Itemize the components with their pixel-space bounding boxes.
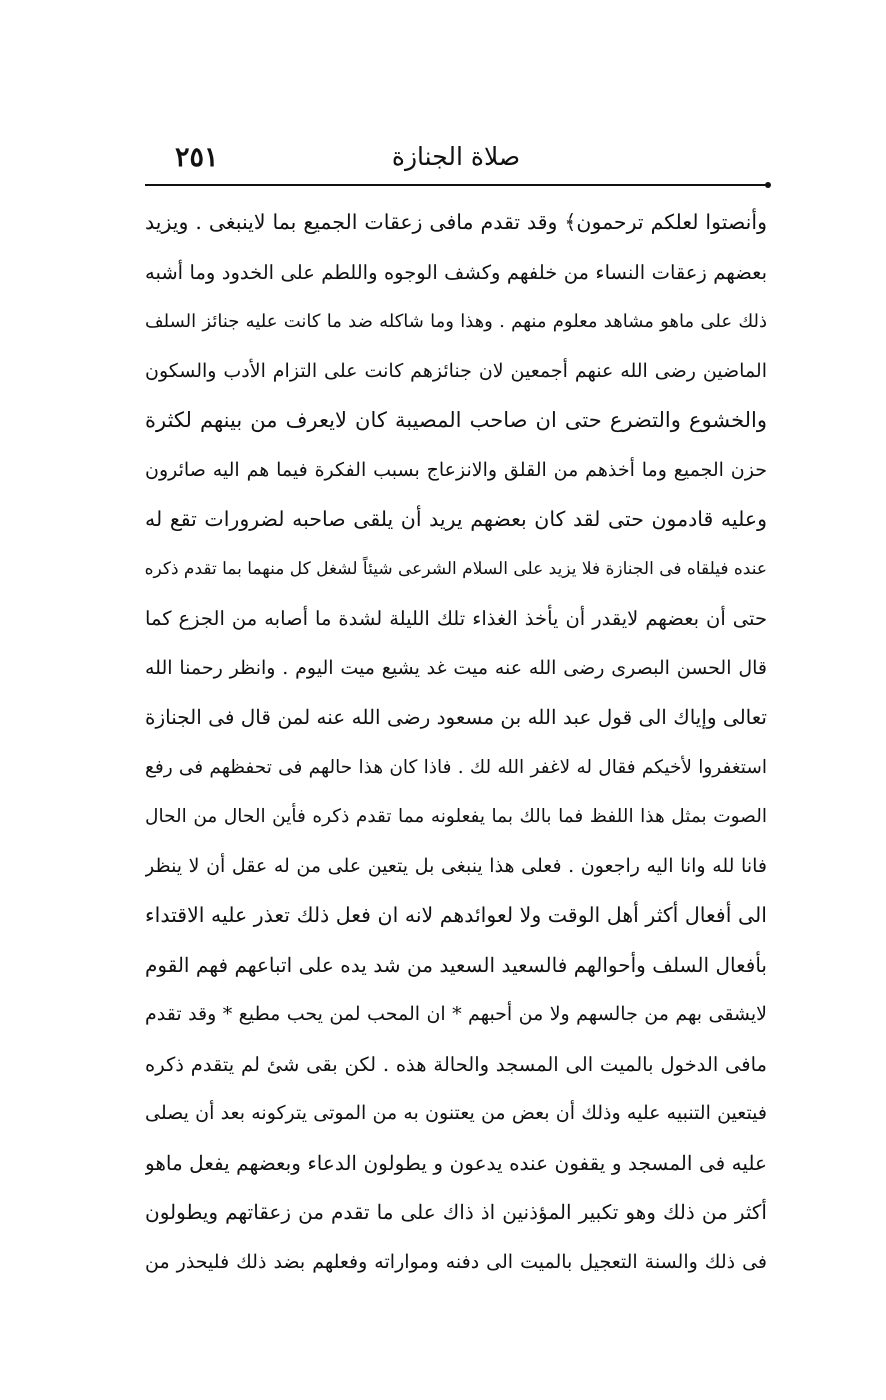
- text-line: بأفعال السلف وأحوالهم فالسعيد السعيد من شد يده على اتباعهم فهم القوم: [145, 952, 767, 977]
- text-line: فانا لله وانا اليه راجعون . فعلى هذا ينبغى بل يتعين على من له عقل أن لا ينظر: [145, 854, 767, 877]
- text-line: لايشقى بهم من جالسهم ولا من أحبهم * ان المحب لمن يحب مطيع * وقد تقدم: [145, 1003, 767, 1025]
- text-line: فى ذلك والسنة التعجيل بالميت الى دفنه ومواراته وفعلهم بضد ذلك فليحذر من: [145, 1250, 767, 1273]
- text-line: الصوت بمثل هذا اللفظ فما بالك بما يفعلونه مما تقدم ذكره فأين الحال من الحال: [145, 806, 767, 827]
- text-line: وعليه قادمون حتى لقد كان بعضهم يريد أن يلقى صاحبه لضرورات تقع له: [145, 507, 767, 531]
- page-header: [145, 138, 767, 178]
- text-line: ذلك على ماهو مشاهد معلوم منهم . وهذا وما شاكله ضد ما كانت عليه جنائز السلف: [145, 311, 767, 332]
- text-line: استغفروا لأخيكم فقال له لاغفر الله لك . فاذا كان هذا حالهم فى تحفظهم فى رفع: [145, 756, 767, 778]
- text-line: تعالى وإياك الى قول عبد الله بن مسعود رضى الله عنه لمن قال فى الجنازة: [145, 705, 767, 729]
- text-line: وأنصتوا لعلكم ترحمون﴾ وقد تقدم مافى زعقات الجميع بما لاينبغى . ويزيد: [145, 210, 767, 234]
- body-text: [145, 198, 767, 1287]
- text-line: الى أفعال أكثر أهل الوقت ولا لعوائدهم لانه ان فعل ذلك تعذر عليه الاقتداء: [145, 903, 767, 927]
- header-divider: [145, 184, 767, 186]
- text-line: والخشوع والتضرع حتى ان صاحب المصيبة كان لايعرف من بينهم لكثرة: [145, 408, 767, 432]
- text-line: فيتعين التنبيه عليه وذلك أن بعض من يعتنون به من الموتى يتركونه بعد أن يصلى: [145, 1102, 767, 1124]
- text-line: أكثر من ذلك وهو تكبير المؤذنين اذ ذاك على ما تقدم من زعقاتهم ويطولون: [145, 1200, 767, 1224]
- text-line: قال الحسن البصرى رضى الله عنه ميت غد يشيع ميت اليوم . وانظر رحمنا الله: [145, 656, 767, 679]
- text-line: الماضين رضى الله عنهم أجمعين لان جنائزهم كانت على التزام الأدب والسكون: [145, 359, 767, 382]
- page-number: ٢٥١: [175, 142, 219, 173]
- text-line: حتى أن بعضهم لايقدر أن يأخذ الغذاء تلك الليلة لشدة ما أصابه من الجزع كما: [145, 607, 767, 630]
- text-line: مافى الدخول بالميت الى المسجد والحالة هذه . لكن بقى شئ لم يتقدم ذكره: [145, 1052, 767, 1076]
- text-line: حزن الجميع وما أخذهم من القلق والانزعاج بسبب الفكرة فيما هم اليه صائرون: [145, 458, 767, 481]
- running-title: صلاة الجنازة: [391, 142, 521, 171]
- text-line: عنده فيلقاه فى الجنازة فلا يزيد على السلام الشرعى شيئاً لشغل كل منهما بما تقدم ذكره: [145, 558, 767, 579]
- text-line: عليه فى المسجد و يقفون عنده يدعون و يطولون الدعاء وبعضهم يفعل ماهو: [145, 1150, 767, 1175]
- text-line: بعضهم زعقات النساء من خلفهم وكشف الوجوه واللطم على الخدود وما أشبه: [145, 260, 767, 284]
